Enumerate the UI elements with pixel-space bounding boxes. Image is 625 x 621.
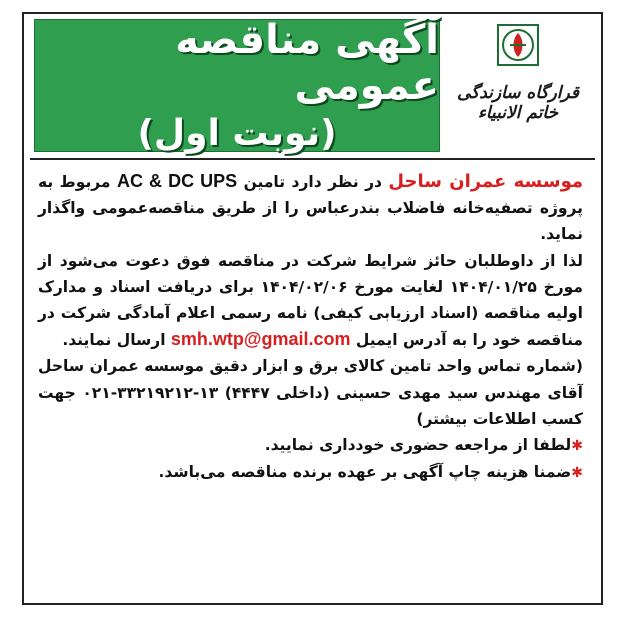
notice-frame (22, 12, 603, 605)
note-ad-cost (38, 459, 583, 486)
notice-round: (نوبت اول) (137, 112, 337, 154)
invitation-tail: ارسال نمایند. (62, 331, 171, 350)
star-icon: ✱ (571, 438, 583, 455)
intro-tail: مربوط به پروژه تصفیه‌خانه فاضلاب بندرعباس را از طریق مناقصه‌عمومی واگذار نماید. (38, 173, 583, 244)
note-no-visit (38, 432, 583, 459)
contact-text: (شماره تماس واحد تامین کالای برق و ابزار دقیق موسسه عمران ساحل آقای مهندس سید مهدی حسینی (داخلی ۴۴۴۷) (38, 357, 583, 402)
invitation-text: لذا از داوطلبان حائز شرایط شرکت در مناقصه فوق دعوت می‌شود از مورخ ۱۴۰۴/۰۱/۲۵ لغایت مورخ ۱۴۰۴/۰۲/۰۶ برای دریافت اسناد و مدارک اولیه مناقصه (اسناد ارزیابی کیفی) نامه رسمی اعلام آمادگی شرکت در مناقصه خود را به آدرس ایمیل (38, 251, 583, 350)
note-no-visit-text: لطفا از مراجعه حضوری خودداری نمایید. (264, 436, 572, 455)
intro-text: در نظر دارد تامین (237, 173, 389, 191)
notice-title: آگهی مناقصه عمومی (175, 16, 439, 109)
paragraph-contact (38, 353, 583, 432)
emblem-icon (496, 23, 540, 67)
paragraph-intro (38, 168, 583, 248)
title-banner (34, 16, 440, 154)
note-ad-cost-text: ضمنا هزینه چاپ آگهی بر عهده برنده مناقصه می‌باشد. (158, 463, 572, 482)
organization-logo (448, 19, 595, 152)
contact-phone: ۱۳-۳۳۲۱۹۲۱۲-۰۲۱ جهت کسب اطلاعات بیشتر) (38, 383, 583, 428)
contact-email[interactable]: smh.wtp@gmail.com (170, 329, 351, 350)
organization-name: قرارگاه سازندگی خاتم الانبیاء (456, 83, 580, 124)
notice-header (30, 16, 595, 154)
paragraph-invitation (38, 248, 583, 354)
notice-body (38, 168, 583, 486)
star-icon: ✱ (571, 465, 583, 482)
org-name: موسسه عمران ساحل (388, 171, 583, 192)
header-divider (30, 158, 595, 160)
product-name: AC & DC UPS (116, 171, 238, 191)
